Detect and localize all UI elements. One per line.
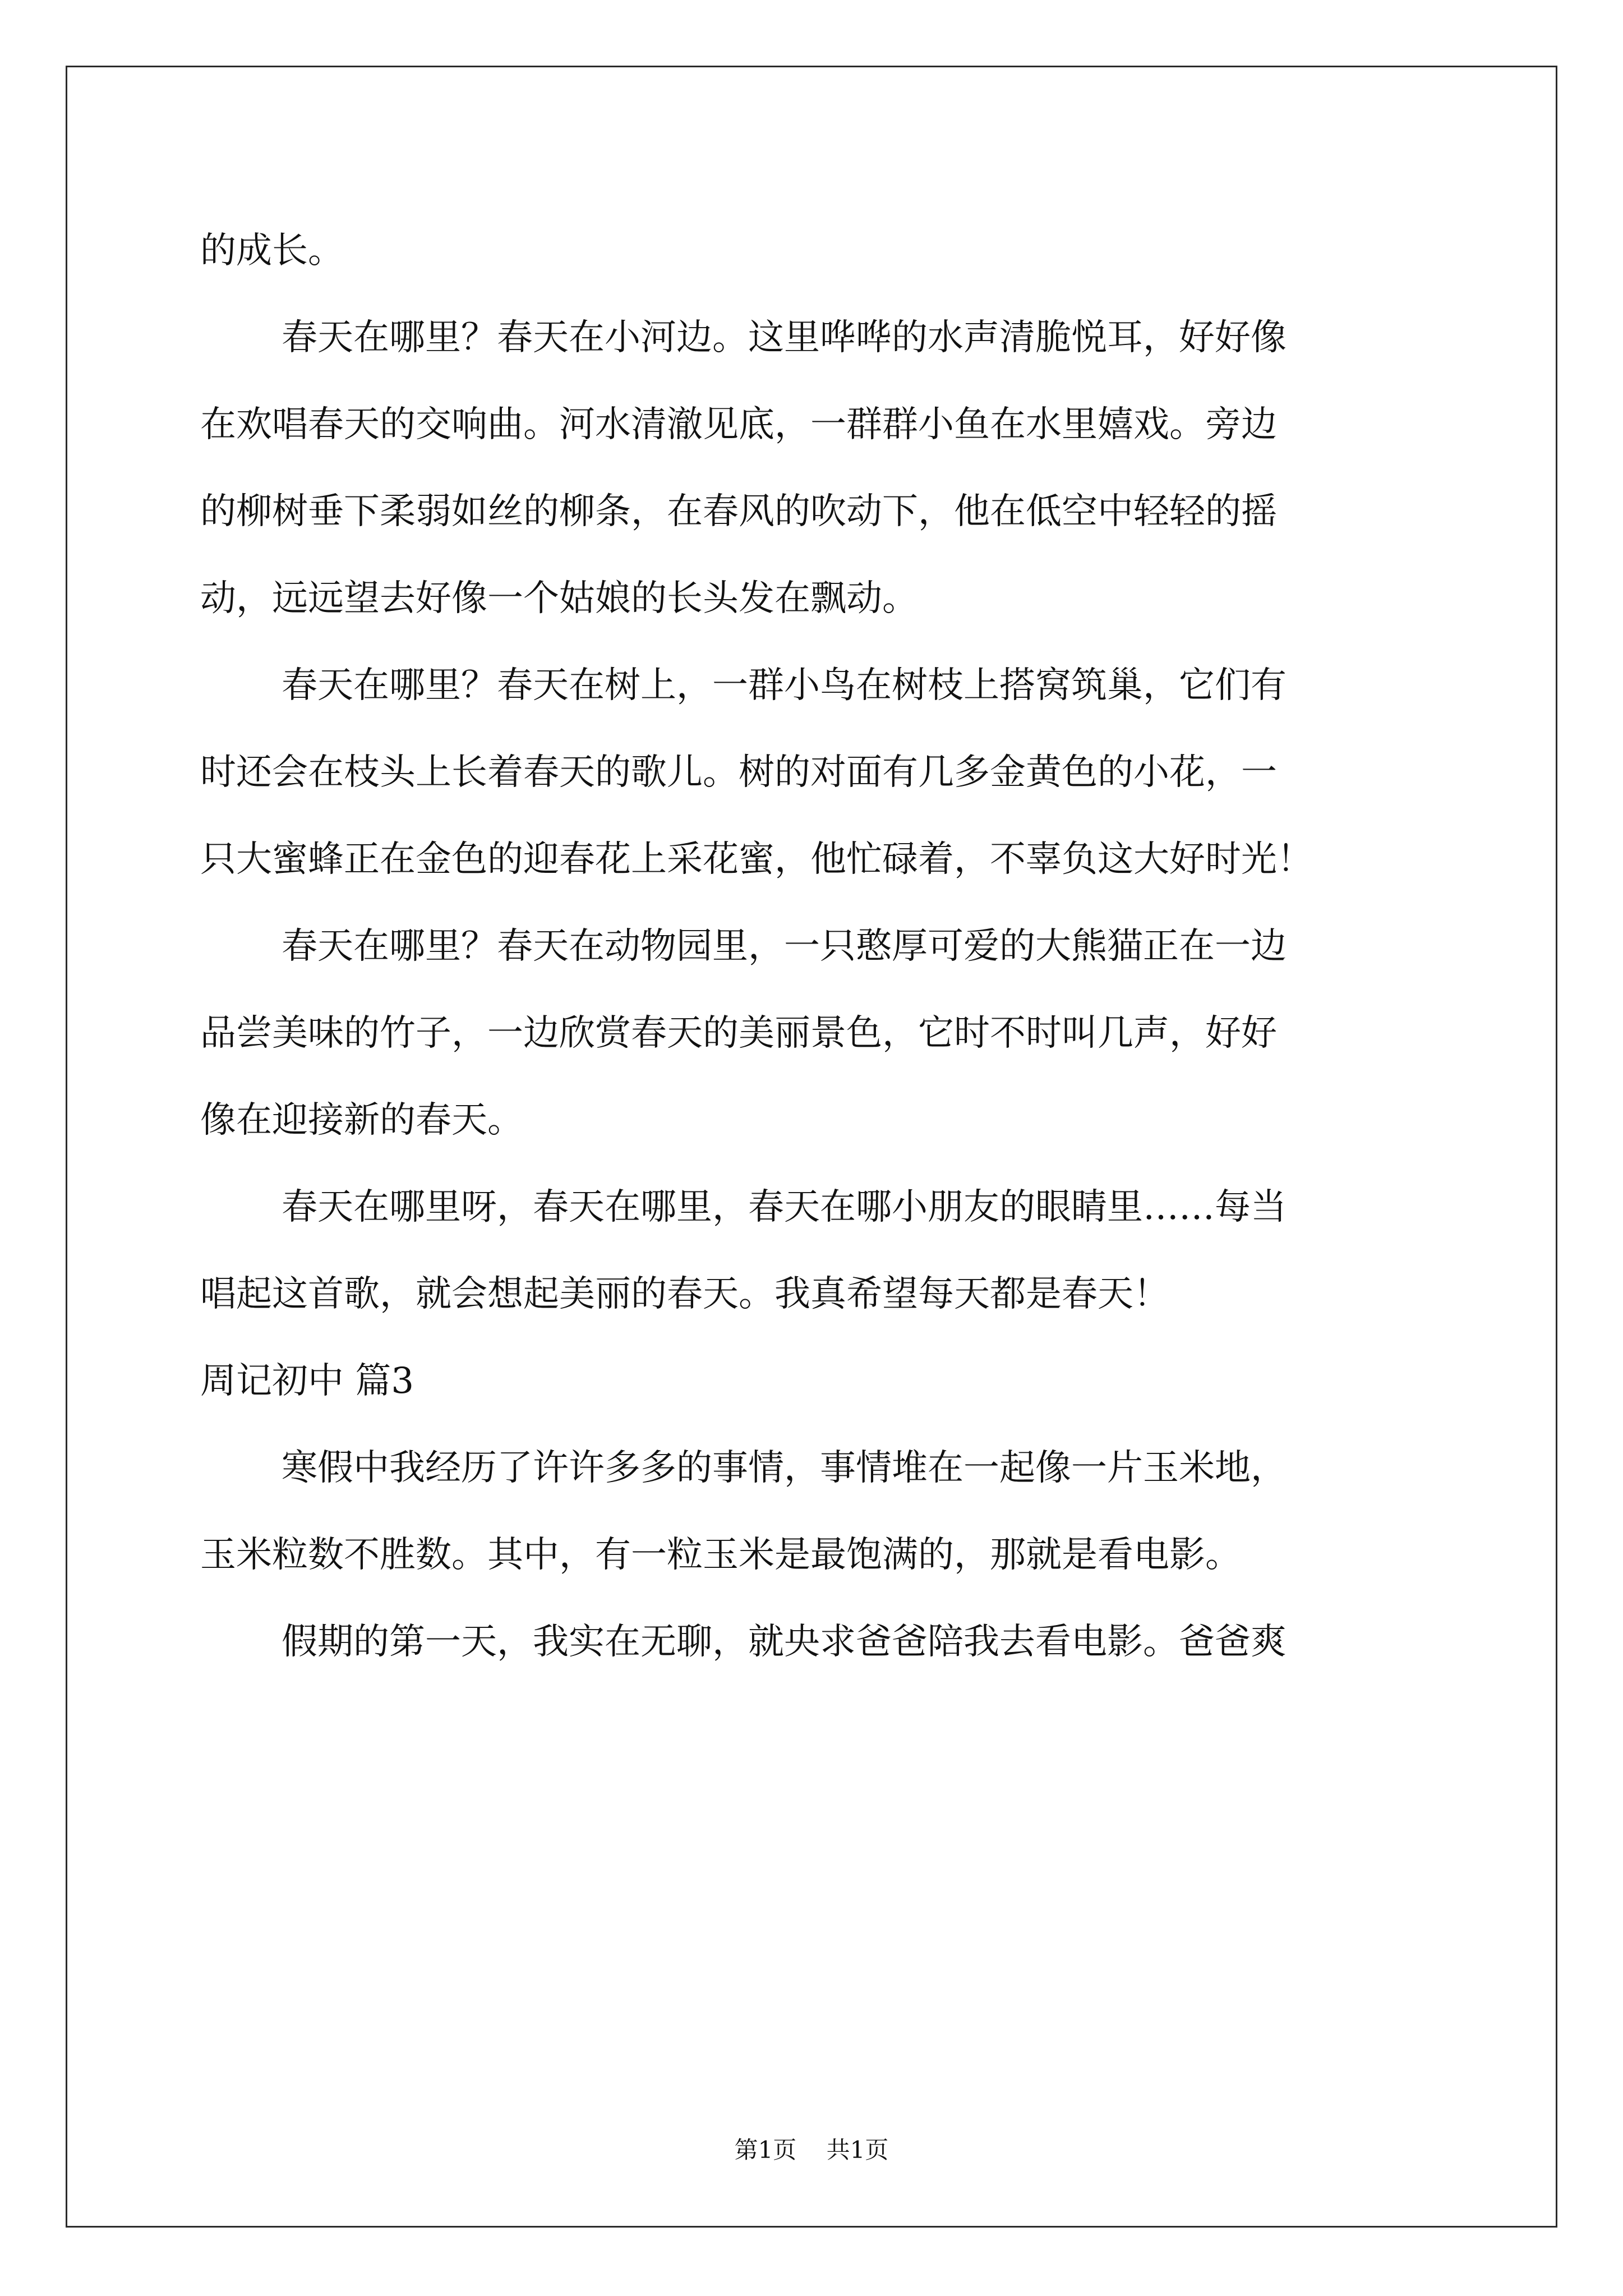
- text-line-10: 品尝美味的竹子，一边欣赏春天的美丽景色，它时不时叫几声，好好: [200, 1013, 1277, 1054]
- page-number: 第1页: [734, 2136, 797, 2164]
- text-line-12: 春天在哪里呀，春天在哪里，春天在哪小朋友的眼睛里……每当: [282, 1186, 1287, 1228]
- text-line-17: 假期的第一天，我实在无聊，就央求爸爸陪我去看电影。爸爸爽: [282, 1621, 1287, 1663]
- text-line-16: 玉米粒数不胜数。其中，有一粒玉米是最饱满的，那就是看电影。: [200, 1534, 1241, 1576]
- text-line-2: 春天在哪里？春天在小河边。这里哗哗的水声清脆悦耳，好好像: [282, 317, 1287, 358]
- document-body: [200, 208, 1434, 1686]
- text-line-8: 只大蜜蜂正在金色的迎春花上采花蜜，他忙碌着，不辜负这大好时光！: [200, 839, 1313, 880]
- text-line-4: 的柳树垂下柔弱如丝的柳条，在春风的吹动下，他在低空中轻轻的摇: [200, 491, 1277, 532]
- text-line-13: 唱起这首歌，就会想起美丽的春天。我真希望每天都是春天！: [200, 1273, 1169, 1315]
- text-line-5: 动，远远望去好像一个姑娘的长头发在飘动。: [200, 578, 918, 619]
- text-line-3: 在欢唱春天的交响曲。河水清澈见底，一群群小鱼在水里嬉戏。旁边: [200, 404, 1277, 445]
- section-heading: 周记初中 篇3: [200, 1360, 414, 1402]
- text-line-7: 时还会在枝头上长着春天的歌儿。树的对面有几多金黄色的小花，一: [200, 752, 1277, 793]
- page-total: 共1页: [826, 2136, 889, 2164]
- page-footer: [0, 2132, 1623, 2165]
- text-line-15: 寒假中我经历了许许多多的事情，事情堆在一起像一片玉米地，: [282, 1447, 1287, 1489]
- text-line-6: 春天在哪里？春天在树上，一群小鸟在树枝上搭窝筑巢，它们有: [282, 665, 1287, 706]
- text-line-11: 像在迎接新的春天。: [200, 1099, 523, 1141]
- text-line-9: 春天在哪里？春天在动物园里，一只憨厚可爱的大熊猫正在一边: [282, 926, 1287, 967]
- text-line-1: 的成长。: [200, 230, 344, 272]
